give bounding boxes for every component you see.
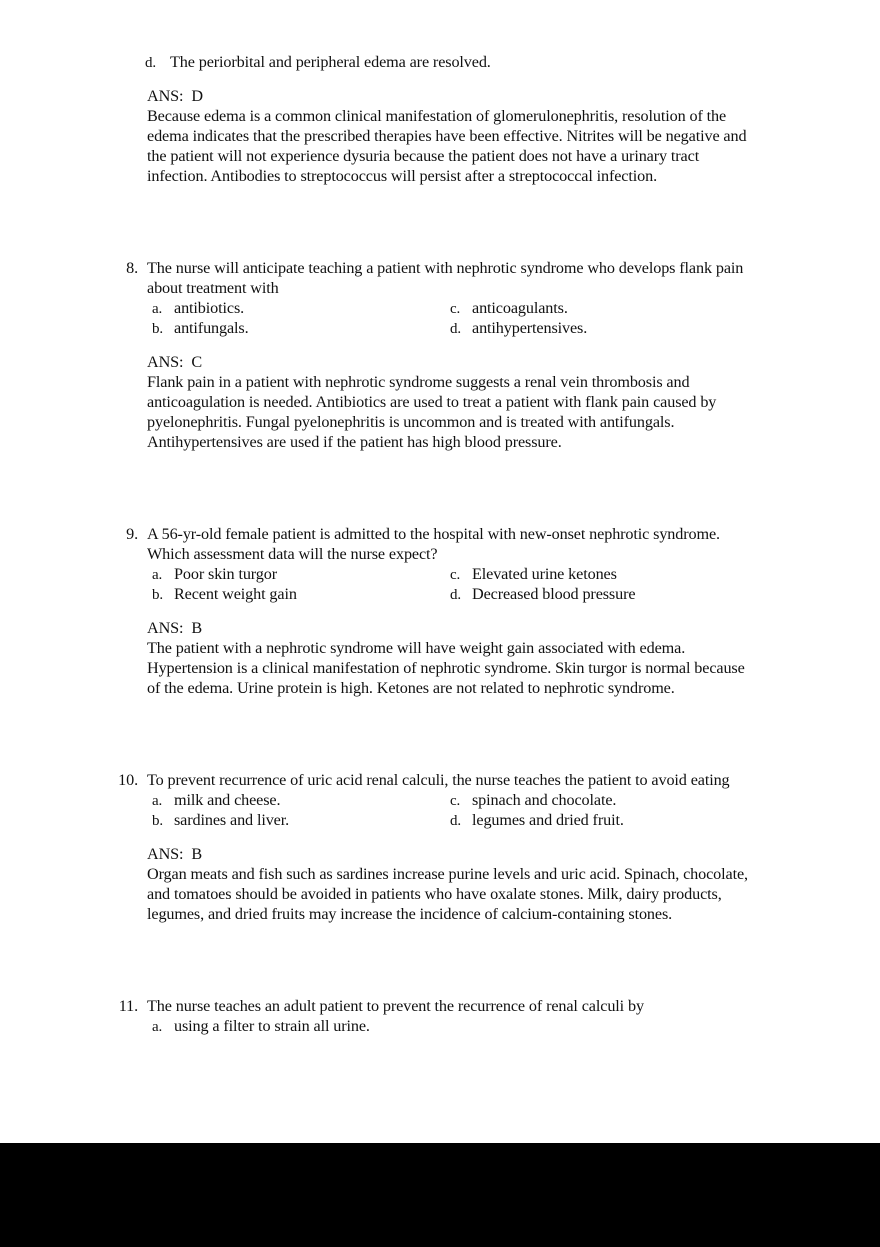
gap-before-answer (0, 604, 880, 618)
option-row (0, 298, 880, 318)
option-letter: b. (152, 321, 164, 337)
answer-option-d[interactable] (145, 52, 491, 73)
answer-options (0, 298, 880, 338)
answer-option-a[interactable] (152, 298, 244, 319)
rationale-line: the patient will not experience dysuria because the patient does not have a urinary tract (147, 147, 700, 165)
answer-rationale (0, 638, 880, 698)
answer-options (0, 790, 880, 830)
answer-options (0, 1016, 880, 1036)
answer-option-b[interactable] (152, 810, 289, 831)
option-letter: d. (145, 55, 157, 71)
rationale-line: anticoagulation is needed. Antibiotics are used to treat a patient with flank pain caused by (147, 393, 717, 411)
answer-option-c[interactable] (450, 564, 617, 585)
option-text: antibiotics. (174, 299, 245, 317)
option-letter: a. (152, 567, 163, 583)
answer-option-c[interactable] (450, 298, 568, 319)
option-row (0, 790, 880, 810)
gap-after-answer-block (0, 186, 880, 258)
question-10 (0, 770, 880, 790)
option-text: Elevated urine ketones (472, 565, 617, 583)
option-row (0, 1016, 880, 1036)
rationale-line: pyelonephritis. Fungal pyelonephritis is uncommon and is treated with antifungals. (147, 413, 675, 431)
option-letter: a. (152, 793, 163, 809)
question-9 (0, 524, 880, 564)
option-text: Poor skin turgor (174, 565, 278, 583)
option-text: sardines and liver. (174, 811, 290, 829)
answer-label (0, 352, 880, 372)
rationale-line: Antihypertensives are used if the patient has high blood pressure. (147, 433, 562, 451)
answer-key: B (191, 845, 203, 863)
answer-option-d[interactable] (450, 810, 624, 831)
rationale-line: infection. Antibodies to streptococcus will persist after a streptococcal infection. (147, 167, 658, 185)
answer-key: D (191, 87, 203, 105)
gap-after-answer-block (0, 924, 880, 996)
option-letter: c. (450, 567, 461, 583)
rationale-line: Because edema is a common clinical manifestation of glomerulonephritis, resolution of the (147, 107, 727, 125)
option-text: anticoagulants. (472, 299, 568, 317)
option-letter: b. (152, 813, 164, 829)
gap-before-answer (0, 338, 880, 352)
option-letter: d. (450, 813, 462, 829)
rationale-line: and tomatoes should be avoided in patients who have oxalate stones. Milk, dairy products, (147, 885, 722, 903)
option-text: Recent weight gain (174, 585, 297, 603)
answer-key: C (191, 353, 203, 371)
option-text: legumes and dried fruit. (472, 811, 624, 829)
answer-option-a[interactable] (152, 564, 277, 585)
option-letter: a. (152, 301, 163, 317)
option-text: antihypertensives. (472, 319, 588, 337)
answer-option-d[interactable] (450, 318, 587, 339)
answer-label-text: ANS: (147, 619, 184, 637)
answer-options (0, 564, 880, 604)
rationale-line: Organ meats and fish such as sardines increase purine levels and uric acid. Spinach, chocolate, (147, 865, 748, 883)
answer-label (0, 844, 880, 864)
option-text: using a filter to strain all urine. (174, 1017, 370, 1035)
answer-label-text: ANS: (147, 353, 184, 371)
option-row (0, 318, 880, 338)
option-letter: c. (450, 793, 461, 809)
answer-label-text: ANS: (147, 845, 184, 863)
question-stem-line: about treatment with (147, 279, 279, 297)
answer-key: B (191, 619, 203, 637)
rationale-line: legumes, and dried fruits may increase the incidence of calcium-containing stones. (147, 905, 673, 923)
answer-option-a[interactable] (152, 1016, 370, 1037)
question-number: 10. (118, 771, 138, 789)
option-row (0, 52, 880, 72)
question-stem-line: A 56-yr-old female patient is admitted to the hospital with new-onset nephrotic syndrome. (147, 525, 720, 543)
rationale-line: Hypertension is a clinical manifestation of nephrotic syndrome. Skin turgor is normal because (147, 659, 745, 677)
option-text: The periorbital and peripheral edema are resolved. (170, 53, 491, 71)
answer-label (0, 86, 880, 106)
option-letter: b. (152, 587, 164, 603)
gap-after-orphan-option (0, 72, 880, 86)
option-text: milk and cheese. (174, 791, 281, 809)
question-stem-line: The nurse teaches an adult patient to prevent the recurrence of renal calculi by (147, 997, 644, 1015)
gap-after-answer-block (0, 698, 880, 770)
rationale-line: Flank pain in a patient with nephrotic syndrome suggests a renal vein thrombosis and (147, 373, 690, 391)
answer-label (0, 618, 880, 638)
question-8 (0, 258, 880, 298)
answer-option-c[interactable] (450, 790, 616, 811)
option-text: spinach and chocolate. (472, 791, 617, 809)
answer-option-a[interactable] (152, 790, 280, 811)
option-letter: c. (450, 301, 461, 317)
gap-before-answer (0, 830, 880, 844)
answer-rationale (0, 106, 880, 186)
question-stem-line: Which assessment data will the nurse expect? (147, 545, 438, 563)
option-row (0, 564, 880, 584)
answer-option-b[interactable] (152, 318, 249, 339)
answer-rationale (0, 864, 880, 924)
option-letter: d. (450, 587, 462, 603)
gap-after-answer-block (0, 452, 880, 524)
question-number: 9. (126, 525, 138, 543)
option-row (0, 810, 880, 830)
option-letter: d. (450, 321, 462, 337)
option-row (0, 584, 880, 604)
option-letter: a. (152, 1019, 163, 1035)
top-margin (0, 0, 880, 52)
answer-option-d[interactable] (450, 584, 635, 605)
rationale-line: edema indicates that the prescribed therapies have been effective. Nitrites will be negative and (147, 127, 747, 145)
question-number: 11. (118, 997, 138, 1015)
answer-label-text: ANS: (147, 87, 184, 105)
question-11 (0, 996, 880, 1016)
question-number: 8. (126, 259, 138, 277)
rationale-line: of the edema. Urine protein is high. Ketones are not related to nephrotic syndrome. (147, 679, 675, 697)
answer-option-b[interactable] (152, 584, 297, 605)
bottom-black-band (0, 1143, 880, 1247)
rationale-line: The patient with a nephrotic syndrome will have weight gain associated with edema. (147, 639, 686, 657)
orphan-answer-option (0, 52, 880, 72)
question-stem-line: To prevent recurrence of uric acid renal calculi, the nurse teaches the patient to avoid eating (147, 771, 730, 789)
question-stem-line: The nurse will anticipate teaching a patient with nephrotic syndrome who develops flank pain (147, 259, 744, 277)
answer-rationale (0, 372, 880, 452)
option-text: antifungals. (174, 319, 249, 337)
option-text: Decreased blood pressure (472, 585, 636, 603)
